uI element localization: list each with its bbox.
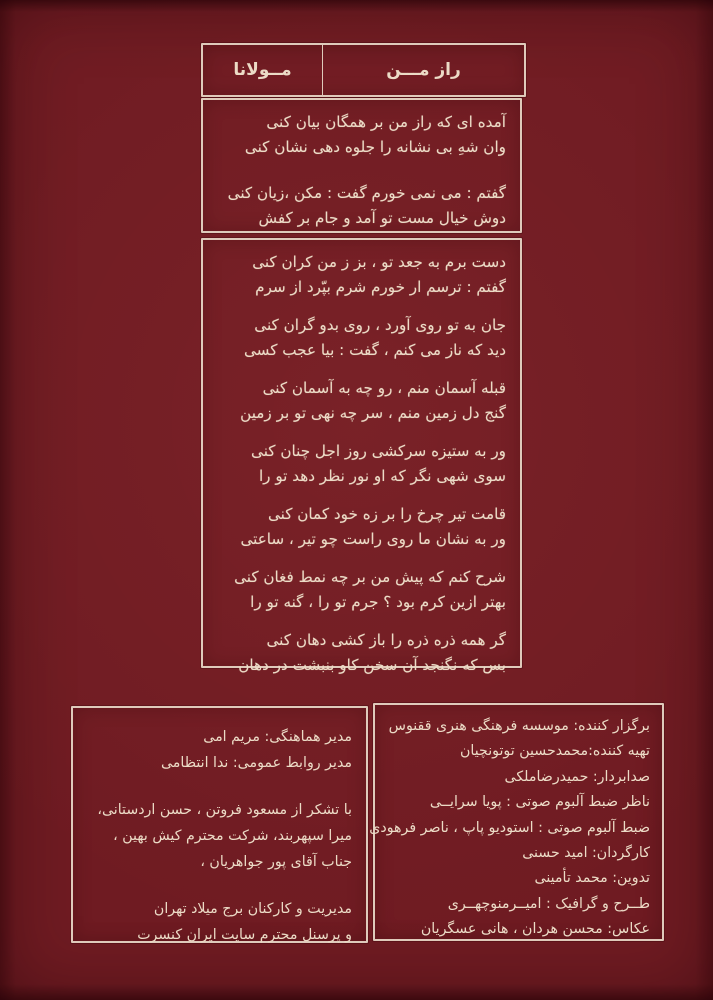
poem-line: سوی شهی نگر که او نور نظر دهد تو را [258,467,506,485]
credit-line: میرا سپهربند، شرکت محترم کیش بهین ، [113,828,352,844]
poem-line: گفتم : می نمی خورم گفت : مکن ،زیان کنی [227,184,506,202]
couplet [213,376,506,426]
couplet [213,628,506,678]
credit-line: کارگردان: امید حسنی [522,845,650,862]
credit-line: با تشکر از مسعود فروتن ، حسن اردستانی، [97,802,352,818]
credit-line: صدابردار: حمیدرضاملکی [504,768,650,785]
credit-line: جناب آقای پور جواهریان ، [200,854,352,870]
couplet [213,110,506,160]
credit-line: طــرح و گرافیک : امیــرمنوچهــری [447,895,650,912]
credit-group [81,724,352,776]
poem-line: شرح کنم که پیش من بر چه نمط فغان کنی [234,568,506,586]
poem-line: ور به ستیزه سرکشی روز اجل چنان کنی [251,442,506,460]
poem-stanza-box-1 [201,98,522,233]
poem-line: گر همه ذره ذره را باز کشی دهان کنی [266,631,506,649]
poem-line: دید که ناز می کنم ، گفت : بیا عجب کسی [243,341,506,359]
credit-line: عکاس: محسن هردان ، هانی عسگریان [420,921,650,938]
poem-line: دست برم به جعد تو ، بز ز من کران کنی [252,253,506,271]
poem-line: جان به تو روی آورد ، روی بدو گران کنی [254,316,506,334]
couplet [213,250,506,300]
title-box [201,43,526,97]
poem-line: ور به نشان ما روی راست چو تیر ، ساعتی [240,530,506,548]
couplet [213,502,506,552]
credits-production-box [369,703,664,941]
poem-line: گنج دل زمین منم ، سر چه نهی تو بر زمین [240,404,506,422]
credit-line: ضبط آلبوم صوتی : استودیو پاپ ، ناصر فرهودی [369,819,650,836]
credit-line: تدوین: محمد تأمینی [534,870,650,887]
couplet [213,439,506,489]
credit-group [81,797,352,875]
credit-line: مدیر روابط عمومی: ندا انتظامی [160,755,352,771]
poem-line: قبله آسمان منم ، رو چه به آسمان کنی [262,379,506,397]
credit-line: ناظر ضبط آلبوم صوتی : پویا سرایــی [429,794,650,811]
credit-group [81,896,352,948]
poem-line: بس که نگنجد آن سخن کاو بنبشت در دهان [238,656,506,674]
couplet [213,313,506,363]
credit-line: و پرسنل محترم سایت ایران کنسرت [137,927,352,943]
poem-line: وان شهِ بی نشانه را جلوه دهی نشان کنی [244,138,506,156]
credit-line: برگزار کننده: موسسه فرهنگی هنری ققنوس [388,718,650,734]
poem-line: آمده ای که راز من بر همگان بیان کنی [266,113,506,131]
credit-line: مدیریت و کارکنان برج میلاد تهران [153,901,352,917]
poem-line: دوش خیال مست تو آمد و جام بر کفش [258,209,506,227]
credits-thanks-box [71,706,368,943]
credit-line: تهیه کننده:محمدحسین توتونچیان [460,743,650,760]
poem-stanza-box-2 [201,238,522,674]
couplet [213,181,506,231]
poem-author: مــولانا [203,45,323,95]
couplet [213,565,506,615]
poem-title: راز مـــن [386,60,461,80]
poem-line: گفتم : ترسم ار خورم شرم بپّرد از سرم [255,278,506,296]
poem-line: قامت تیر چرخ را بر زه خود کمان کنی [267,505,506,523]
poem-line: بهتر ازین کرم بود ؟ جرم تو را ، گنه تو را [250,593,506,611]
credit-line: مدیر هماهنگی: مریم امی [203,729,352,745]
